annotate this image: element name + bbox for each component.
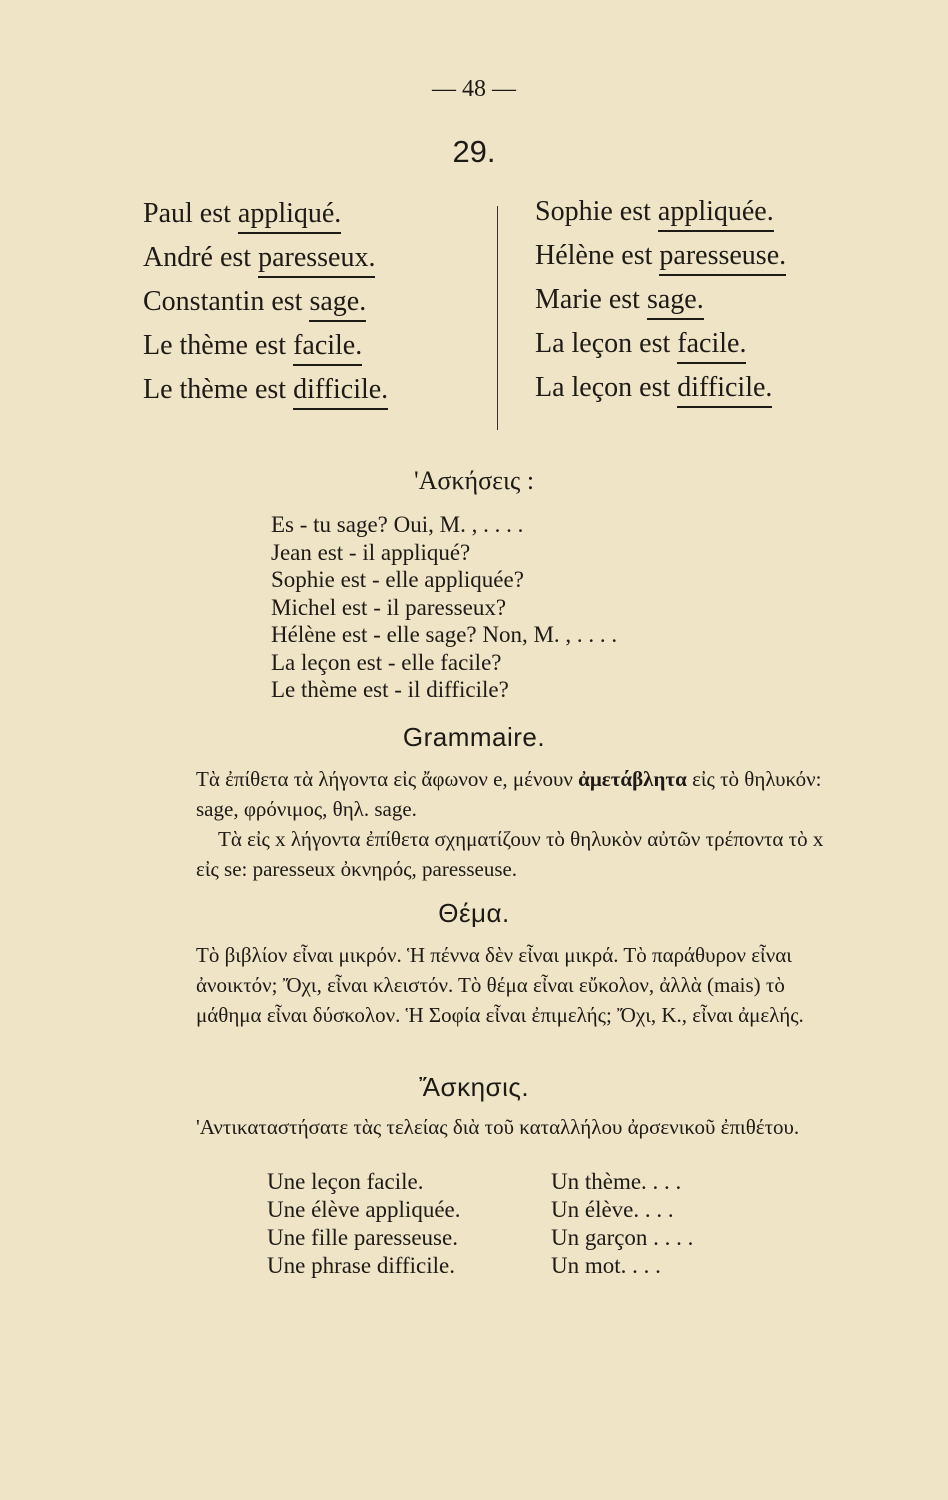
askisis-instruction xyxy=(196,1112,846,1142)
left-line: Constantin est sage. xyxy=(143,286,366,322)
underlined-adjective: facile. xyxy=(677,328,746,364)
pair-left: Une élève appliquée. xyxy=(267,1197,461,1222)
theme-paragraph: Τὸ βιβλίον εἶναι μικρόν. Ἡ πέννα δὲν εἶναι μικρά. Τὸ παράθυρον εἶναι ἀνοικτόν; Ὄχι, εἶναι κλειστόν. Τὸ θέμα εἶναι εὔκολον, ἀλλὰ (mais) τὸ μάθημα εἶναι δύσκολον. Ἡ Σοφία εἶναι ἐπιμελής; Ὄχι, Κ., εἶναι ἀμελής. xyxy=(196,943,804,1027)
grammar-paragraph: Τὰ ἐπίθετα τὰ λήγοντα εἰς ἄφωνον e, μένουν ἀμετάβλητα εἰς τὸ θηλυκόν: sage, φρόνιμος, θηλ. sage. xyxy=(196,767,822,821)
right-line: Marie est sage. xyxy=(535,284,704,320)
pair-right: Un garçon . . . . xyxy=(551,1225,694,1250)
left-line: Paul est appliqué. xyxy=(143,198,341,234)
pair-right: Un élève. . . . xyxy=(551,1197,674,1222)
exercise-list xyxy=(271,512,617,705)
grammar-paragraph: Τὰ εἰς x λήγοντα ἐπίθετα σχηματίζουν τὸ θηλυκὸν αὐτῶν τρέποντα τὸ x εἰς se: paresseux ὀκνηρός, paresseuse. xyxy=(196,827,824,881)
underlined-adjective: sage. xyxy=(309,286,366,322)
underlined-adjective: difficile. xyxy=(293,374,388,410)
exercise-line: Le thème est - il difficile? xyxy=(271,677,509,702)
underlined-adjective: appliqué. xyxy=(238,198,341,234)
exercise-line: Sophie est - elle appliquée? xyxy=(271,567,524,592)
instruction-paragraph: 'Αντικαταστήσατε τὰς τελείας διὰ τοῦ καταλλήλου ἀρσενικοῦ ἐπιθέτου. xyxy=(196,1115,800,1139)
exercise-line: Es - tu sage? Oui, M. , . . . . xyxy=(271,512,524,537)
right-line: Hélène est paresseuse. xyxy=(535,240,786,276)
right-line: La leçon est difficile. xyxy=(535,372,772,408)
pair-right: Un thème. . . . xyxy=(551,1169,682,1194)
underlined-adjective: difficile. xyxy=(677,372,772,408)
lesson-number: 29. xyxy=(452,134,496,169)
theme-heading: Θέμα. xyxy=(438,898,510,928)
page-number: — 48 — xyxy=(432,76,516,102)
underlined-adjective: paresseux. xyxy=(258,242,375,278)
underlined-adjective: appliquée. xyxy=(658,196,774,232)
bold-term: ἀμετάβλητα xyxy=(578,767,687,791)
grammar-heading: Grammaire. xyxy=(402,722,546,752)
right-line: La leçon est facile. xyxy=(535,328,746,364)
right-line: Sophie est appliquée. xyxy=(535,196,774,232)
exercise-line: Michel est - il paresseux? xyxy=(271,594,507,620)
underlined-adjective: paresseuse. xyxy=(659,240,786,276)
grammar-text xyxy=(196,764,846,884)
pair-right: Un mot. . . . xyxy=(551,1253,661,1278)
exercise-line: Hélène est - elle sage? Non, M. , . . . . xyxy=(271,622,618,647)
pair-left: Une leçon facile. xyxy=(267,1169,424,1194)
exercise-line: La leçon est - elle facile? xyxy=(271,649,502,675)
left-line: André est paresseux. xyxy=(143,242,375,278)
pair-left: Une phrase difficile. xyxy=(267,1253,455,1278)
underlined-adjective: sage. xyxy=(647,284,704,320)
underlined-adjective: facile. xyxy=(293,330,362,366)
exercises-heading: 'Ασκήσεις : xyxy=(413,466,535,495)
askisis-heading: Ἄσκησις. xyxy=(418,1072,530,1102)
left-line: Le thème est difficile. xyxy=(143,374,388,410)
column-divider xyxy=(497,206,498,430)
theme-text xyxy=(196,940,846,1030)
exercise-line: Jean est - il appliqué? xyxy=(271,539,471,565)
pair-left: Une fille paresseuse. xyxy=(267,1225,458,1250)
left-line: Le thème est facile. xyxy=(143,330,362,366)
